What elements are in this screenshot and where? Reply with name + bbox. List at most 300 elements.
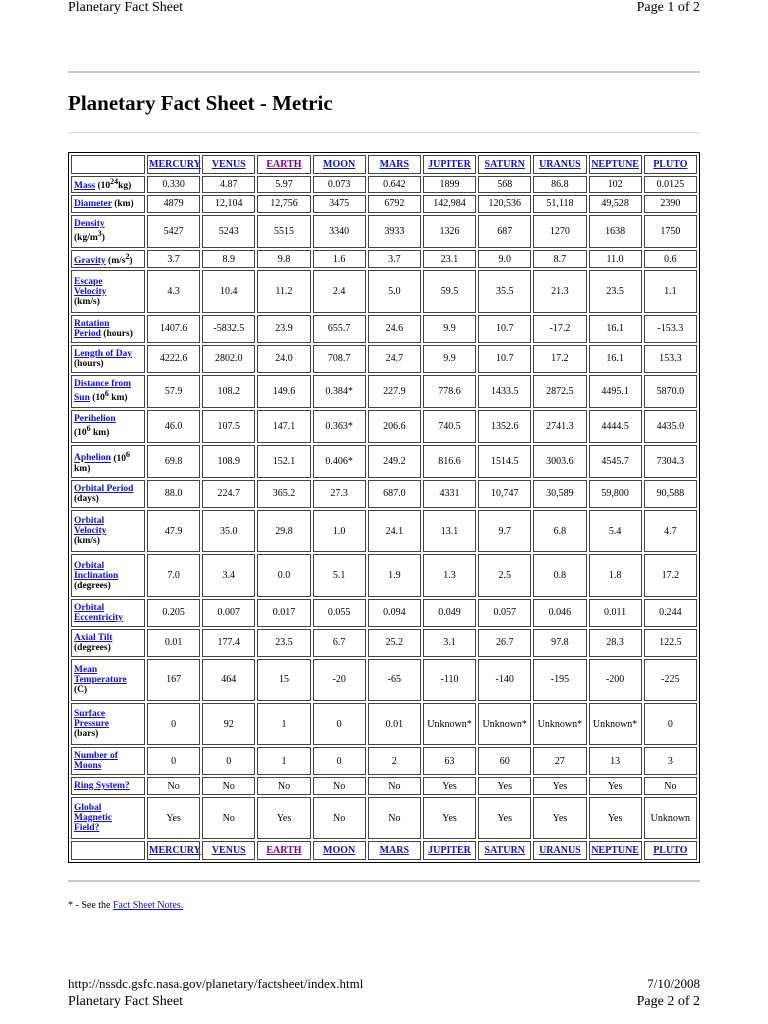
row-label-link[interactable]: Orbital Velocity: [74, 516, 107, 537]
planet-header-jupiter[interactable]: JUPITER: [423, 155, 476, 174]
table-cell: 102: [589, 176, 642, 194]
table-cell: 4.3: [147, 270, 200, 312]
table-cell: Yes: [257, 797, 310, 839]
table-cell: 24.7: [368, 345, 421, 373]
table-cell: Unknown*: [478, 703, 531, 745]
footer-title: Planetary Fact Sheet: [68, 994, 184, 1009]
table-cell: No: [257, 777, 310, 795]
row-label: [71, 375, 145, 408]
planet-header-mercury[interactable]: MERCURY: [147, 841, 200, 860]
table-row: [71, 270, 697, 312]
table-cell: 88.0: [147, 480, 200, 508]
table-cell: 10.7: [478, 315, 531, 343]
planet-header-neptune[interactable]: NEPTUNE: [589, 155, 642, 174]
table-cell: 1.6: [313, 250, 366, 269]
table-cell: 3.7: [368, 250, 421, 269]
table-cell: 1326: [423, 215, 476, 248]
table-cell: 0: [147, 703, 200, 745]
table-cell: 5870.0: [644, 375, 697, 408]
table-cell: 23.1: [423, 250, 476, 269]
row-label-link[interactable]: Distance from Sun: [74, 379, 132, 404]
table-cell: -20: [313, 659, 366, 701]
table-cell: 249.2: [368, 445, 421, 478]
table-row: [71, 315, 697, 343]
table-cell: No: [147, 777, 200, 795]
table-cell: 0: [644, 703, 697, 745]
table-cell: Unknown*: [533, 703, 586, 745]
table-cell: 17.2: [644, 554, 697, 596]
table-row: [71, 480, 697, 508]
row-label-link[interactable]: Aphelion: [74, 453, 111, 464]
row-label: [71, 659, 145, 701]
table-cell: 149.6: [257, 375, 310, 408]
table-cell: 4444.5: [589, 410, 642, 443]
table-row: [71, 659, 697, 701]
table-cell: -195: [533, 659, 586, 701]
table-cell: 4545.7: [589, 445, 642, 478]
row-label-link[interactable]: Axial Tilt: [74, 632, 113, 643]
planet-header-earth[interactable]: EARTH: [257, 841, 310, 860]
table-cell: 687: [478, 215, 531, 248]
table-row: [71, 703, 697, 745]
page-title: Planetary Fact Sheet - Metric: [68, 91, 333, 115]
table-cell: Yes: [147, 797, 200, 839]
table-cell: 27.3: [313, 480, 366, 508]
table-row: [71, 629, 697, 657]
table-cell: 0.363*: [313, 410, 366, 443]
row-label-unit: (km): [111, 198, 134, 209]
planet-header-moon[interactable]: MOON: [313, 841, 366, 860]
row-label-unit: (km/s): [74, 536, 100, 547]
table-cell: 206.6: [368, 410, 421, 443]
row-label-link[interactable]: Length of Day: [74, 348, 133, 359]
table-cell: 59,800: [589, 480, 642, 508]
planet-header-pluto[interactable]: PLUTO: [644, 841, 697, 860]
footer-url: http://nssdc.gsfc.nasa.gov/planetary/factsheet/index.html: [68, 976, 364, 991]
table-cell: Yes: [589, 777, 642, 795]
table-cell: -110: [423, 659, 476, 701]
table-cell: 147.1: [257, 410, 310, 443]
table-cell: 0.017: [257, 599, 310, 627]
row-label-link[interactable]: Escape Velocity: [74, 276, 107, 297]
table-cell: 60: [478, 747, 531, 775]
table-cell: 90,588: [644, 480, 697, 508]
row-label: [71, 410, 145, 443]
table-cell: No: [368, 797, 421, 839]
table-cell: 0.0: [257, 554, 310, 596]
table-cell: 108.9: [202, 445, 255, 478]
table-cell: 1750: [644, 215, 697, 248]
table-cell: 4.87: [202, 176, 255, 194]
table-row: [71, 797, 697, 839]
table-cell: 2741.3: [533, 410, 586, 443]
row-label: [71, 195, 145, 213]
row-label-unit: (km/s): [74, 296, 100, 307]
table-cell: No: [368, 777, 421, 795]
table-cell: 13.1: [423, 510, 476, 552]
table-cell: 142,984: [423, 195, 476, 213]
row-label-link[interactable]: Ring System?: [74, 781, 130, 792]
table-cell: 6792: [368, 195, 421, 213]
row-label-link[interactable]: Perihelion: [74, 414, 116, 425]
row-label: [71, 215, 145, 248]
planetary-fact-table: [68, 152, 700, 863]
row-label-unit: ($10^6$ km): [89, 389, 128, 404]
table-cell: No: [313, 797, 366, 839]
table-row: [71, 195, 697, 213]
row-label-link[interactable]: Global Magnetic Field?: [74, 803, 112, 834]
table-cell: 227.9: [368, 375, 421, 408]
row-label-unit: $(m/s^2)$: [105, 252, 133, 267]
table-row: [71, 176, 697, 194]
planet-header-mercury[interactable]: MERCURY: [147, 155, 200, 174]
footnote-prefix: * - See the: [68, 900, 113, 911]
planet-header-earth[interactable]: EARTH: [257, 155, 310, 174]
row-label-unit: (hours): [74, 358, 104, 369]
table-cell: 4435.0: [644, 410, 697, 443]
table-cell: 35.5: [478, 270, 531, 312]
footer-page-number: Page 2 of 2: [636, 994, 700, 1009]
table-cell: 365.2: [257, 480, 310, 508]
table-cell: 0.0125: [644, 176, 697, 194]
table-cell: 152.1: [257, 445, 310, 478]
planet-header-moon[interactable]: MOON: [313, 155, 366, 174]
table-cell: 0: [313, 747, 366, 775]
table-cell: 12,756: [257, 195, 310, 213]
table-cell: 687.0: [368, 480, 421, 508]
table-cell: 23.5: [589, 270, 642, 312]
table-row: [71, 215, 697, 248]
planet-header-jupiter[interactable]: JUPITER: [423, 841, 476, 860]
table-cell: 0.073: [313, 176, 366, 194]
table-cell: 224.7: [202, 480, 255, 508]
table-cell: 23.5: [257, 629, 310, 657]
table-cell: 5.4: [589, 510, 642, 552]
table-cell: -140: [478, 659, 531, 701]
table-row: [71, 345, 697, 373]
planet-header-neptune[interactable]: NEPTUNE: [589, 841, 642, 860]
table-cell: 0: [202, 747, 255, 775]
planet-header-uranus[interactable]: URANUS: [533, 155, 586, 174]
table-cell: 0.8: [533, 554, 586, 596]
table-row: [71, 445, 697, 478]
table-cell: 97.8: [533, 629, 586, 657]
table-row: [71, 250, 697, 269]
table-cell: 3003.6: [533, 445, 586, 478]
table-cell: 1407.6: [147, 315, 200, 343]
table-cell: 7.0: [147, 554, 200, 596]
row-label: [71, 270, 145, 312]
table-cell: 5515: [257, 215, 310, 248]
planet-header-uranus[interactable]: URANUS: [533, 841, 586, 860]
row-label: [71, 599, 145, 627]
table-cell: 177.4: [202, 629, 255, 657]
row-label-unit: (C): [74, 684, 88, 695]
table-cell: 24.6: [368, 315, 421, 343]
row-label-link[interactable]: Rotation Period: [74, 318, 110, 339]
table-cell: 16.1: [589, 315, 642, 343]
page-header-title: Planetary Fact Sheet: [68, 0, 184, 15]
row-label-link[interactable]: Mean Temperature: [74, 664, 127, 685]
header-divider: [68, 71, 700, 73]
table-cell: 0.007: [202, 599, 255, 627]
row-label-link[interactable]: Orbital Eccentricity: [74, 602, 124, 623]
table-cell: 5.0: [368, 270, 421, 312]
table-cell: 9.0: [478, 250, 531, 269]
corner-cell: [71, 155, 145, 174]
planet-header-mars[interactable]: MARS: [368, 841, 421, 860]
row-label-unit: (degrees): [74, 642, 111, 653]
table-cell: 5.1: [313, 554, 366, 596]
table-cell: 10.7: [478, 345, 531, 373]
table-cell: 3.7: [147, 250, 200, 269]
table-cell: 708.7: [313, 345, 366, 373]
row-label-unit: (hours): [100, 328, 133, 339]
table-cell: No: [202, 797, 255, 839]
table-cell: 2802.0: [202, 345, 255, 373]
table-cell: 1.0: [313, 510, 366, 552]
table-cell: 9.9: [423, 345, 476, 373]
table-cell: 5.97: [257, 176, 310, 194]
table-cell: 1270: [533, 215, 586, 248]
table-cell: 3933: [368, 215, 421, 248]
table-cell: Unknown: [644, 797, 697, 839]
table-cell: 25.2: [368, 629, 421, 657]
table-cell: 6.7: [313, 629, 366, 657]
table-cell: 24.0: [257, 345, 310, 373]
table-row: [71, 747, 697, 775]
table-cell: 49,528: [589, 195, 642, 213]
table-cell: Unknown*: [423, 703, 476, 745]
table-cell: 9.9: [423, 315, 476, 343]
table-cell: 1514.5: [478, 445, 531, 478]
row-label-unit: (bars): [74, 729, 99, 740]
footer-date: 7/10/2008: [647, 976, 700, 991]
table-cell: Yes: [589, 797, 642, 839]
footnote: [68, 900, 183, 911]
table-cell: 1.3: [423, 554, 476, 596]
table-cell: 0.01: [147, 629, 200, 657]
table-cell: 21.3: [533, 270, 586, 312]
table-cell: 1638: [589, 215, 642, 248]
table-cell: 0.6: [644, 250, 697, 269]
table-cell: -65: [368, 659, 421, 701]
row-label: [71, 703, 145, 745]
corner-cell: [71, 841, 145, 860]
table-cell: Yes: [533, 777, 586, 795]
row-label-link[interactable]: Number of Moons: [74, 751, 118, 772]
row-label-unit: (degrees): [74, 580, 111, 591]
table-cell: 0.330: [147, 176, 200, 194]
table-cell: 12,104: [202, 195, 255, 213]
row-label: [71, 747, 145, 775]
table-cell: No: [644, 777, 697, 795]
table-cell: 0.011: [589, 599, 642, 627]
table-cell: 23.9: [257, 315, 310, 343]
row-label: [71, 797, 145, 839]
table-cell: 86.8: [533, 176, 586, 194]
row-label-link[interactable]: Orbital Period: [74, 483, 134, 494]
row-label-link[interactable]: Diameter: [74, 198, 112, 209]
table-cell: 47.9: [147, 510, 200, 552]
row-label-link[interactable]: Gravity: [74, 256, 106, 267]
table-cell: Yes: [423, 777, 476, 795]
table-cell: Yes: [533, 797, 586, 839]
table-cell: 6.8: [533, 510, 586, 552]
table-cell: 1433.5: [478, 375, 531, 408]
table-cell: 11.0: [589, 250, 642, 269]
table-cell: 0.094: [368, 599, 421, 627]
table-cell: -225: [644, 659, 697, 701]
planet-header-venus[interactable]: VENUS: [202, 841, 255, 860]
table-cell: 107.5: [202, 410, 255, 443]
table-cell: 7304.3: [644, 445, 697, 478]
table-cell: 24.1: [368, 510, 421, 552]
table-cell: 63: [423, 747, 476, 775]
table-cell: 4331: [423, 480, 476, 508]
table-cell: 2.5: [478, 554, 531, 596]
table-cell: 0.406*: [313, 445, 366, 478]
table-cell: 27: [533, 747, 586, 775]
table-cell: 4879: [147, 195, 200, 213]
table-cell: 0.049: [423, 599, 476, 627]
row-label-link[interactable]: Mass: [74, 181, 96, 192]
table-cell: 0.01: [368, 703, 421, 745]
table-cell: Yes: [478, 777, 531, 795]
table-cell: 4222.6: [147, 345, 200, 373]
table-cell: 464: [202, 659, 255, 701]
table-row: [71, 510, 697, 552]
table-cell: 69.8: [147, 445, 200, 478]
table-cell: 28.3: [589, 629, 642, 657]
table-cell: 1: [257, 703, 310, 745]
table-cell: 8.9: [202, 250, 255, 269]
table-cell: 0.244: [644, 599, 697, 627]
row-label: [71, 777, 145, 795]
table-cell: 8.7: [533, 250, 586, 269]
table-cell: 30,589: [533, 480, 586, 508]
table-cell: 0.384*: [313, 375, 366, 408]
planet-header-saturn[interactable]: SATURN: [478, 155, 531, 174]
table-cell: 1.9: [368, 554, 421, 596]
table-cell: Unknown*: [589, 703, 642, 745]
table-cell: 3.1: [423, 629, 476, 657]
row-label-link[interactable]: Surface Pressure: [74, 709, 110, 730]
table-cell: Yes: [478, 797, 531, 839]
row-label-unit: $(10^{24}kg)$: [95, 177, 132, 192]
table-cell: 0.046: [533, 599, 586, 627]
row-label-unit: ($10^6$ km): [74, 449, 130, 474]
table-cell: 120,536: [478, 195, 531, 213]
table-cell: 108.2: [202, 375, 255, 408]
row-label: [71, 176, 145, 194]
table-row: [71, 777, 697, 795]
table-cell: -153.3: [644, 315, 697, 343]
table-cell: 11.2: [257, 270, 310, 312]
row-label: [71, 345, 145, 373]
row-label-link[interactable]: Orbital Inclination: [74, 560, 119, 581]
table-cell: 17.2: [533, 345, 586, 373]
table-cell: 1352.6: [478, 410, 531, 443]
table-row: [71, 410, 697, 443]
table-cell: 57.9: [147, 375, 200, 408]
table-cell: 4.7: [644, 510, 697, 552]
planet-header-pluto[interactable]: PLUTO: [644, 155, 697, 174]
table-cell: 1: [257, 747, 310, 775]
row-label: [71, 480, 145, 508]
table-cell: 92: [202, 703, 255, 745]
table-cell: 153.3: [644, 345, 697, 373]
table-cell: 51,118: [533, 195, 586, 213]
table-cell: 740.5: [423, 410, 476, 443]
table-cell: 3.4: [202, 554, 255, 596]
row-label: [71, 315, 145, 343]
title-divider: [68, 132, 700, 133]
table-cell: -5832.5: [202, 315, 255, 343]
table-cell: 5427: [147, 215, 200, 248]
row-label-link[interactable]: Density: [74, 219, 105, 230]
row-label: [71, 510, 145, 552]
planet-header-venus[interactable]: VENUS: [202, 155, 255, 174]
table-cell: 0.057: [478, 599, 531, 627]
table-cell: 1899: [423, 176, 476, 194]
fact-sheet-notes-link[interactable]: Fact Sheet Notes.: [113, 900, 184, 911]
table-cell: 46.0: [147, 410, 200, 443]
table-cell: Yes: [423, 797, 476, 839]
table-cell: 167: [147, 659, 200, 701]
table-cell: 0.055: [313, 599, 366, 627]
table-row: [71, 599, 697, 627]
bottom-planet-header-row: [71, 841, 697, 860]
table-cell: 3: [644, 747, 697, 775]
table-cell: 4495.1: [589, 375, 642, 408]
table-cell: 15: [257, 659, 310, 701]
table-cell: 1.8: [589, 554, 642, 596]
table-cell: 10.4: [202, 270, 255, 312]
row-label: [71, 445, 145, 478]
planet-header-saturn[interactable]: SATURN: [478, 841, 531, 860]
row-label: [71, 629, 145, 657]
table-cell: -17.2: [533, 315, 586, 343]
table-cell: 2.4: [313, 270, 366, 312]
table-cell: 10,747: [478, 480, 531, 508]
table-cell: 59.5: [423, 270, 476, 312]
table-cell: 3475: [313, 195, 366, 213]
row-label-unit: ($10^6$ km): [74, 424, 110, 439]
row-label: [71, 250, 145, 269]
table-cell: 35.0: [202, 510, 255, 552]
row-label: [71, 554, 145, 596]
table-cell: 2: [368, 747, 421, 775]
table-cell: 9.8: [257, 250, 310, 269]
table-cell: 26.7: [478, 629, 531, 657]
table-cell: 29.8: [257, 510, 310, 552]
table-cell: 568: [478, 176, 531, 194]
top-planet-header-row: [71, 155, 697, 174]
table-cell: 0.642: [368, 176, 421, 194]
table-cell: 122.5: [644, 629, 697, 657]
footer-divider: [68, 880, 700, 882]
table-cell: 2390: [644, 195, 697, 213]
table-cell: 16.1: [589, 345, 642, 373]
row-label-unit: $(kg/m^3)$: [74, 229, 105, 244]
table-cell: 655.7: [313, 315, 366, 343]
table-cell: 0: [147, 747, 200, 775]
planet-header-mars[interactable]: MARS: [368, 155, 421, 174]
table-cell: 1.1: [644, 270, 697, 312]
table-cell: 3340: [313, 215, 366, 248]
table-cell: 816.6: [423, 445, 476, 478]
